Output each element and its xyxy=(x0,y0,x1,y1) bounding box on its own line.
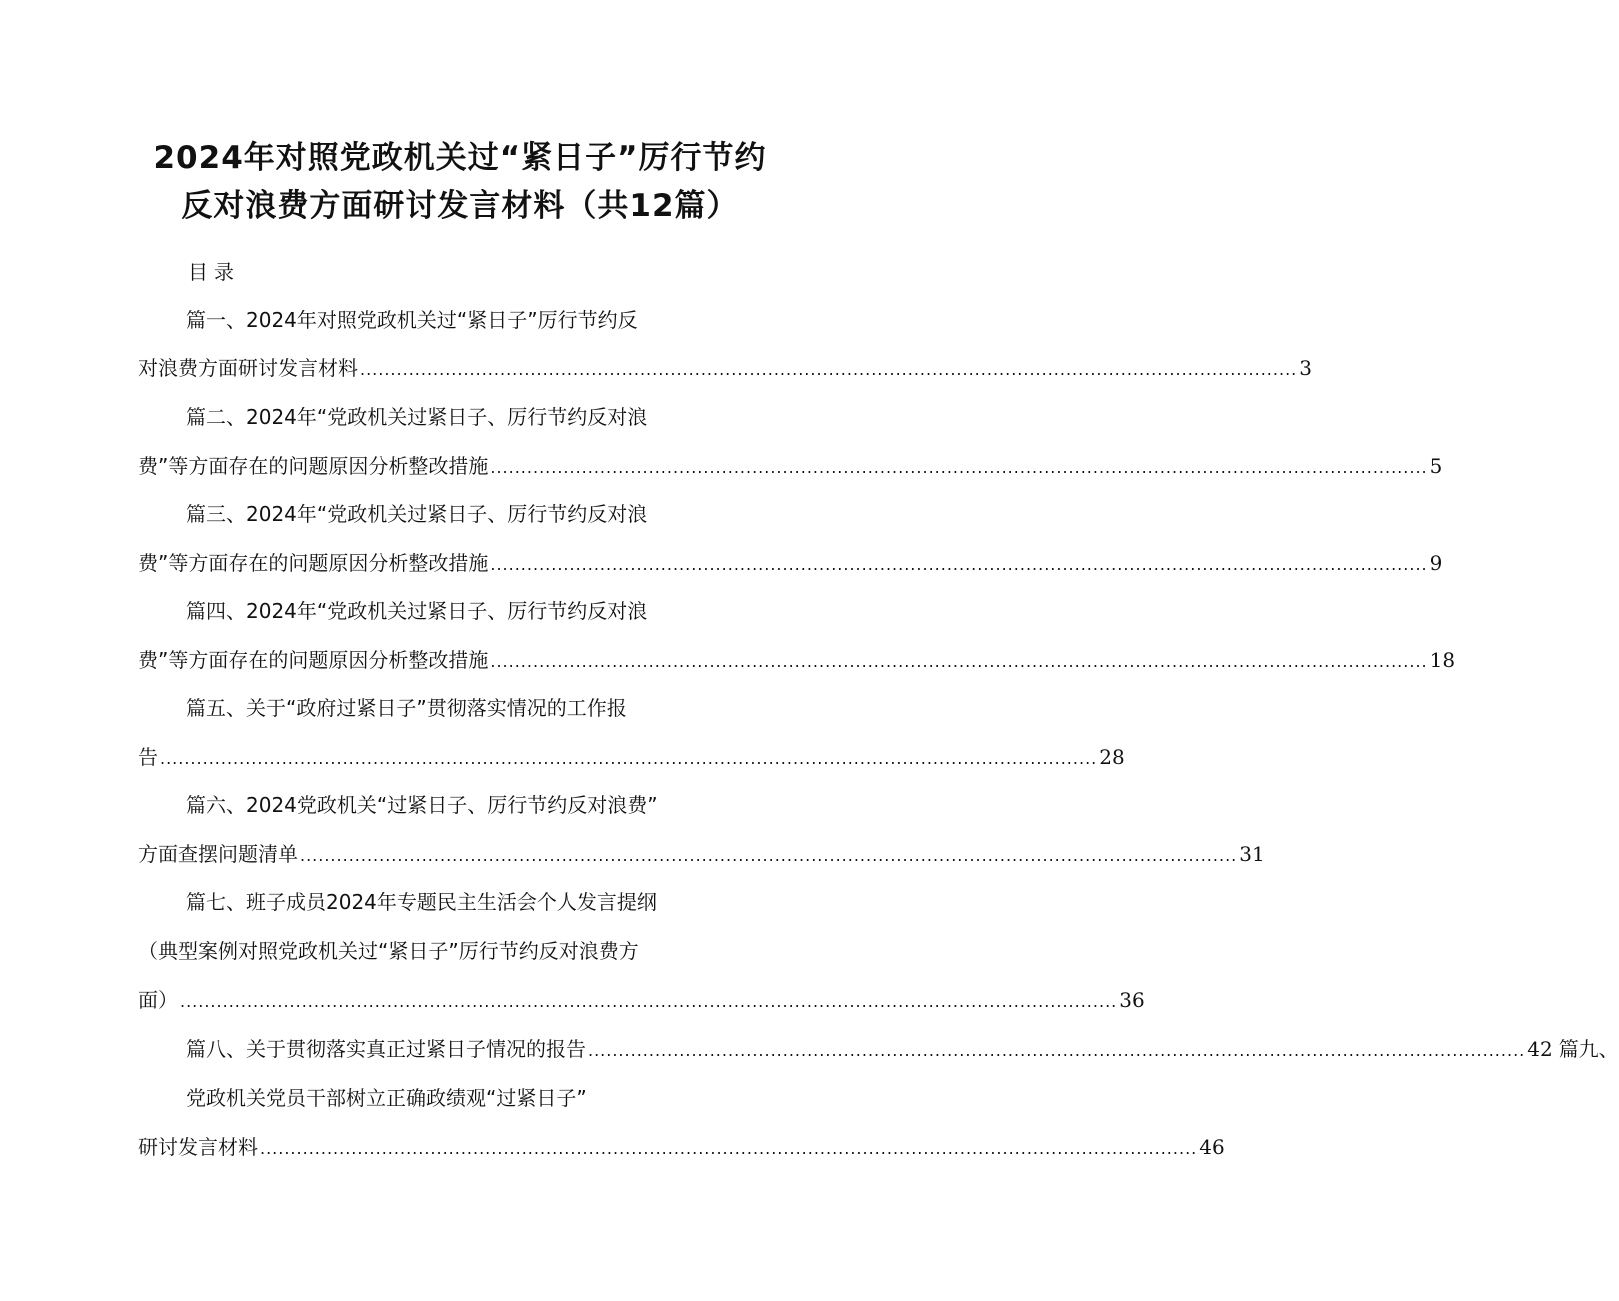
toc-entry-5-continuation[interactable] xyxy=(138,742,1125,774)
toc-leader-dots: .......................................................................................................................................................... xyxy=(490,652,1428,671)
document-title-line-2: 反对浪费方面研讨发言材料（共12篇） xyxy=(181,188,739,224)
toc-entry-text: 费”等方面存在的问题原因分析整改措施 xyxy=(138,454,489,478)
toc-heading: 目录 xyxy=(188,260,240,284)
toc-page-number: 9 xyxy=(1429,551,1443,575)
toc-entry-7-continuation[interactable] xyxy=(138,985,1145,1017)
toc-entry-4-title[interactable]: 篇四、2024年“党政机关过紧日子、厉行节约反对浪 xyxy=(186,599,648,623)
toc-entry-5-title[interactable]: 篇五、关于“政府过紧日子”贯彻落实情况的工作报 xyxy=(186,696,627,720)
toc-entry-2-title[interactable]: 篇二、2024年“党政机关过紧日子、厉行节约反对浪 xyxy=(186,405,648,429)
document-title-line-1: 2024年对照党政机关过“紧日子”厉行节约 xyxy=(153,140,767,176)
toc-entry-6-title[interactable]: 篇六、2024党政机关“过紧日子、厉行节约反对浪费” xyxy=(186,793,658,817)
toc-page-number: 31 xyxy=(1239,842,1265,866)
toc-entry-3-continuation[interactable] xyxy=(138,548,1443,580)
toc-entry-7-title[interactable]: 篇七、班子成员2024年专题民主生活会个人发言提纲 xyxy=(186,890,657,914)
toc-leader-dots: .......................................................................................................................................................... xyxy=(160,749,1098,768)
toc-leader-dots: .......................................................................................................................................................... xyxy=(360,360,1298,379)
toc-entry-9-continuation[interactable] xyxy=(138,1132,1225,1164)
toc-page-number: 18 xyxy=(1429,648,1456,672)
toc-page-number: 36 xyxy=(1119,988,1145,1012)
toc-leader-dots: .......................................................................................................................................................... xyxy=(490,555,1428,574)
toc-entry-text: 费”等方面存在的问题原因分析整改措施 xyxy=(138,648,489,672)
toc-entry-9-title[interactable]: 党政机关党员干部树立正确政绩观“过紧日子” xyxy=(186,1086,587,1110)
toc-page-number: 5 xyxy=(1429,454,1443,478)
toc-leader-dots: .......................................................................................................................................................... xyxy=(260,1139,1198,1158)
toc-entry-9-prefix: 篇九、 xyxy=(1558,1037,1619,1061)
toc-page-number: 46 xyxy=(1199,1135,1225,1159)
toc-entry-1-title[interactable]: 篇一、2024年对照党政机关过“紧日子”厉行节约反 xyxy=(186,308,638,332)
toc-entry-1-continuation[interactable] xyxy=(138,353,1312,385)
toc-entry-text: 费”等方面存在的问题原因分析整改措施 xyxy=(138,551,489,575)
toc-entry-2-continuation[interactable] xyxy=(138,451,1443,483)
toc-leader-dots: .......................................................................................................................................................... xyxy=(300,846,1238,865)
toc-entry-text: 告 xyxy=(138,745,158,769)
toc-entry-4-continuation[interactable] xyxy=(138,645,1456,677)
toc-leader-dots: .......................................................................................................................................................... xyxy=(490,458,1428,477)
toc-leader-dots: .......................................................................................................................................................... xyxy=(180,992,1118,1011)
toc-entry-7-line-2[interactable]: （典型案例对照党政机关过“紧日子”厉行节约反对浪费方 xyxy=(138,939,639,963)
toc-entry-text: 篇八、关于贯彻落实真正过紧日子情况的报告 xyxy=(186,1037,586,1061)
toc-entry-text: 对浪费方面研讨发言材料 xyxy=(138,356,358,380)
toc-page-number: 28 xyxy=(1099,745,1125,769)
toc-page-number: 3 xyxy=(1299,356,1312,380)
toc-entry-3-title[interactable]: 篇三、2024年“党政机关过紧日子、厉行节约反对浪 xyxy=(186,502,648,526)
toc-entry-text: 研讨发言材料 xyxy=(138,1135,258,1159)
toc-page-number: 42 xyxy=(1527,1037,1553,1061)
toc-entry-text: 方面查摆问题清单 xyxy=(138,842,298,866)
toc-entry-8[interactable] xyxy=(186,1034,1619,1066)
toc-entry-text: 面） xyxy=(138,988,178,1012)
toc-entry-6-continuation[interactable] xyxy=(138,839,1265,871)
toc-leader-dots: .......................................................................................................................................................... xyxy=(588,1041,1526,1060)
